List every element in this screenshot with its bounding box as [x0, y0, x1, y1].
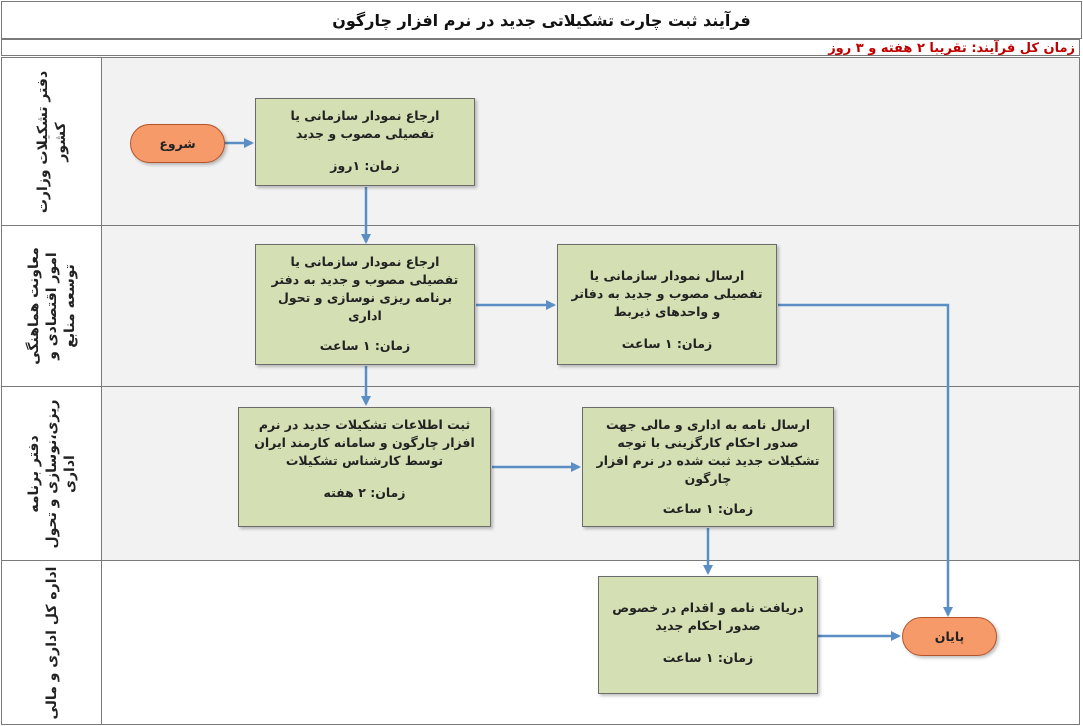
process-box-refer-chart: [255, 98, 475, 186]
box-text: ارجاع نمودار سازمانی یا تفصیلی مصوب و جدید به دفتر برنامه ریزی نوسازی و تحول اداری: [271, 254, 459, 323]
process-box-send-letter-admin: [582, 407, 834, 527]
lane-label-text: اداره کل اداری و مالی: [43, 566, 60, 719]
box-text: ارجاع نمودار سازمانی یا تفصیلی مصوب و جدید: [290, 108, 440, 141]
process-box-register-in-chargoon: [238, 407, 491, 527]
box-text: ارسال نامه به اداری و مالی جهت صدور احکام کارگزینی با توجه تشکیلات جدید ثبت شده در نرم افزار چارگون: [596, 417, 820, 486]
process-box-send-to-units: [557, 244, 777, 365]
end-node: [902, 617, 997, 656]
box-text: دریافت نامه و اقدام در خصوص صدور احکام جدید: [612, 600, 804, 633]
box-time: زمان: ۱ ساعت: [621, 336, 713, 351]
box-time: زمان: ۲ هفته: [323, 485, 406, 500]
box-text: ثبت اطلاعات تشکیلات جدید در نرم افزار چارگون و سامانه کارمند ایران توسط کارشناس تشکیلات: [254, 417, 475, 468]
box-time: زمان: ۱روز: [330, 158, 400, 173]
box-time: زمان: ۱ ساعت: [662, 501, 754, 516]
box-time: زمان: ۱ ساعت: [319, 338, 411, 353]
box-text: ارسال نمودار سازمانی یا تفصیلی مصوب و جدید به دفاتر و واحدهای ذیربط: [571, 268, 763, 319]
box-time: زمان: ۱ ساعت: [662, 650, 754, 665]
process-box-issue-orders: [598, 576, 818, 694]
lane-label-text: دفتر برنامه ریزی،نوسازی و تحول اداری: [25, 399, 78, 548]
start-node: [130, 124, 225, 163]
diagram-title: فرآیند ثبت چارت تشکیلاتی جدید در نرم افزار چارگون: [1, 1, 1082, 39]
start-label: شروع: [159, 136, 196, 151]
lane-label-text: دفتر تشکیلات وزارت کشور: [34, 70, 69, 213]
lane-label-text: معاونت هماهنگی امور اقتصادی و توسعه منابع: [25, 247, 78, 365]
process-box-refer-to-planning: [255, 244, 475, 365]
end-label: پایان: [934, 629, 965, 644]
total-time: زمان کل فرآیند: تقریبا ۲ هفته و ۳ روز: [1, 39, 1080, 56]
